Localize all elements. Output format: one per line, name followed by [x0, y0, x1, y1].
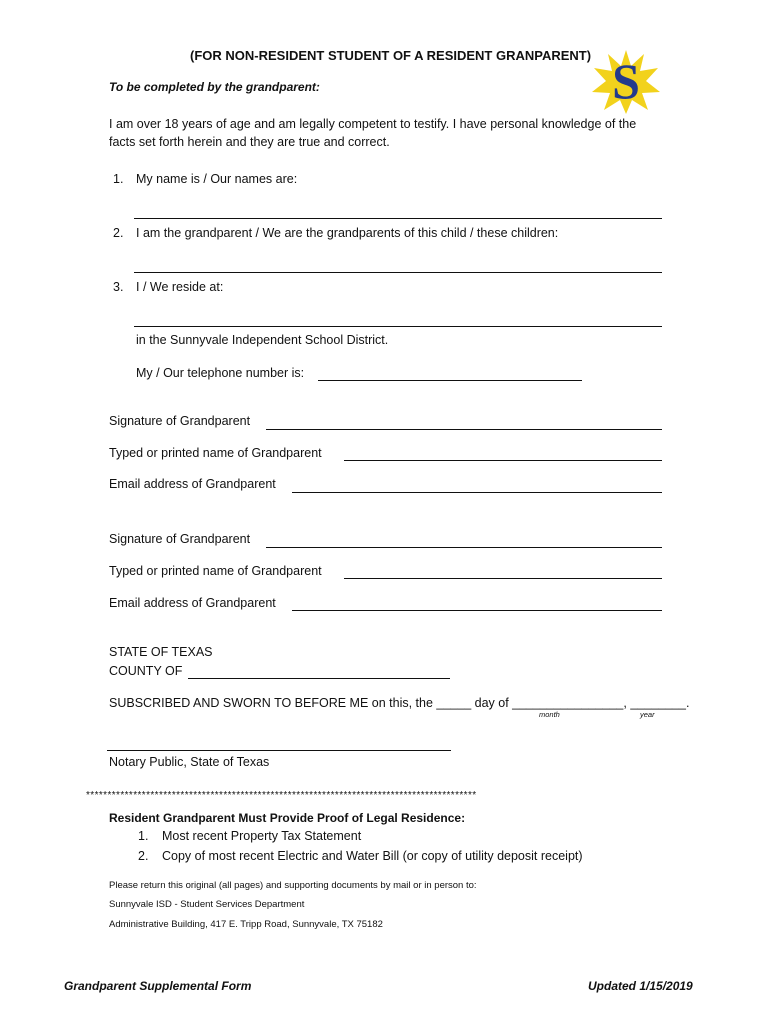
- proof-item-2-number: 2.: [138, 849, 149, 863]
- item-2-label: I am the grandparent / We are the grandparents of this child / these children:: [136, 226, 559, 240]
- return-line-2: Sunnyvale ISD - Student Services Department: [109, 899, 305, 910]
- email-label-2: Email address of Grandparent: [109, 596, 276, 610]
- logo-letter: S: [612, 53, 640, 109]
- sun-logo-icon: [590, 48, 662, 114]
- proof-heading: Resident Grandparent Must Provide Proof of Legal Residence:: [109, 811, 466, 825]
- separator: *******************************************************************************************: [86, 790, 477, 801]
- signature-label-2: Signature of Grandparent: [109, 532, 251, 546]
- typed-name-label-2: Typed or printed name of Grandparent: [109, 564, 322, 578]
- email-input-line-2[interactable]: [292, 610, 662, 611]
- signature-input-line-2[interactable]: [266, 547, 662, 548]
- proof-item-1-number: 1.: [138, 829, 149, 843]
- item-1-number: 1.: [113, 172, 124, 186]
- county-input-line[interactable]: [188, 678, 450, 679]
- notary-signature-line[interactable]: [107, 750, 451, 751]
- email-label-1: Email address of Grandparent: [109, 477, 276, 491]
- children-input-line[interactable]: [134, 272, 662, 273]
- item-1-label: My name is / Our names are:: [136, 172, 298, 186]
- email-input-line-1[interactable]: [292, 492, 662, 493]
- address-input-line[interactable]: [134, 326, 662, 327]
- item-2-number: 2.: [113, 226, 124, 240]
- notary-label: Notary Public, State of Texas: [109, 755, 270, 769]
- typed-name-label-1: Typed or printed name of Grandparent: [109, 446, 322, 460]
- return-line-3: Administrative Building, 417 E. Tripp Road, Sunnyvale, TX 75182: [109, 919, 383, 930]
- intro-line-2: facts set forth herein and they are true and correct.: [109, 135, 390, 149]
- form-title: (FOR NON-RESIDENT STUDENT OF A RESIDENT GRANPARENT): [190, 48, 592, 63]
- month-label: month: [539, 710, 560, 719]
- footer-form-name: Grandparent Supplemental Form: [64, 979, 252, 993]
- sworn-statement: SUBSCRIBED AND SWORN TO BEFORE ME on this, the _____ day of ________________, ________.: [109, 696, 690, 710]
- item-3-label: I / We reside at:: [136, 280, 224, 294]
- county-label: COUNTY OF: [109, 664, 183, 678]
- proof-item-2: Copy of most recent Electric and Water Bill (or copy of utility deposit receipt): [162, 849, 583, 863]
- typed-name-input-line-1[interactable]: [344, 460, 662, 461]
- typed-name-input-line-2[interactable]: [344, 578, 662, 579]
- phone-input-line[interactable]: [318, 380, 582, 381]
- signature-input-line-1[interactable]: [266, 429, 662, 430]
- footer-updated: Updated 1/15/2019: [588, 979, 693, 993]
- return-line-1: Please return this original (all pages) and supporting documents by mail or in person to:: [109, 880, 477, 891]
- state-label: STATE OF TEXAS: [109, 645, 213, 659]
- intro-line-1: I am over 18 years of age and am legally competent to testify. I have personal knowledge of the: [109, 117, 637, 131]
- form-subtitle: To be completed by the grandparent:: [109, 80, 320, 94]
- proof-item-1: Most recent Property Tax Statement: [162, 829, 362, 843]
- phone-label: My / Our telephone number is:: [136, 366, 305, 380]
- district-text: in the Sunnyvale Independent School District.: [136, 333, 389, 347]
- item-3-number: 3.: [113, 280, 124, 294]
- names-input-line[interactable]: [134, 218, 662, 219]
- district-logo: [590, 48, 662, 114]
- signature-label-1: Signature of Grandparent: [109, 414, 251, 428]
- year-label: year: [640, 710, 655, 719]
